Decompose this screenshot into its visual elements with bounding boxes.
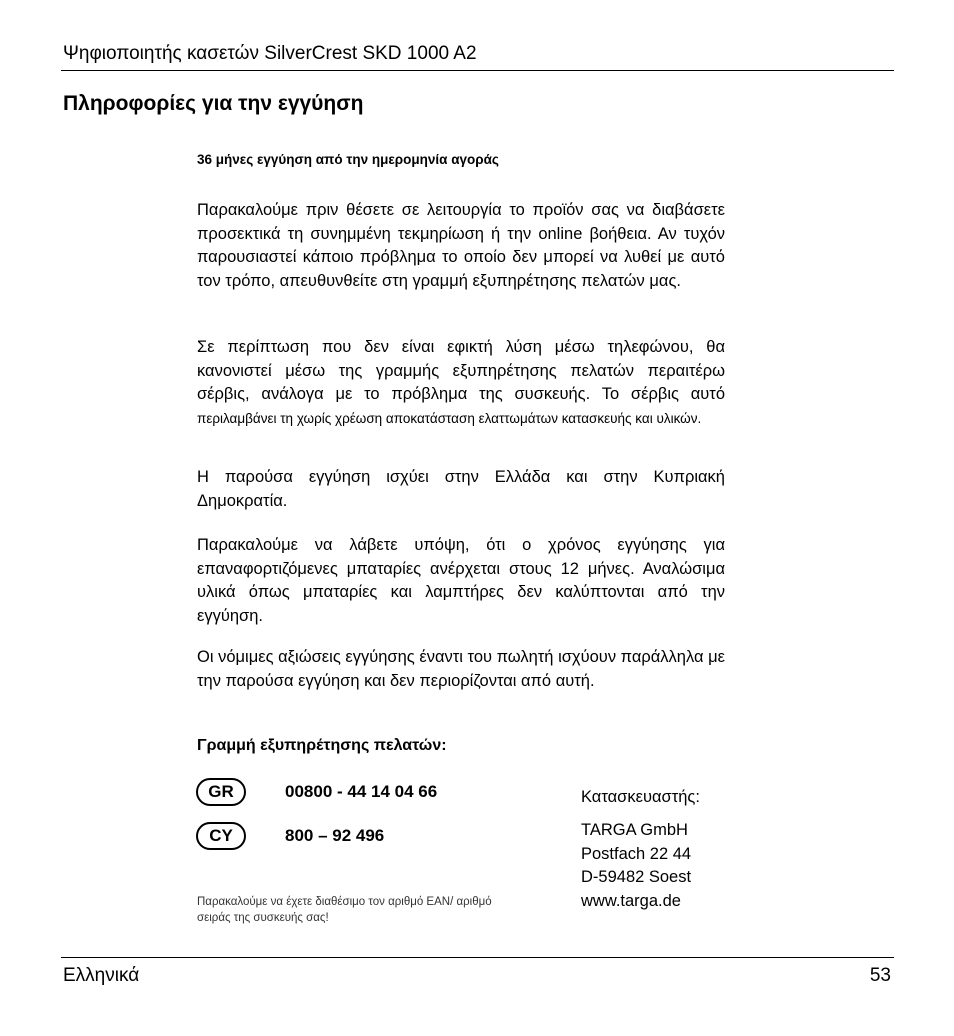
- warranty-period-subtitle: 36 μήνες εγγύηση από την ημερομηνία αγοράς: [197, 152, 499, 167]
- header-rule: [61, 70, 894, 71]
- country-badge-gr: GR: [196, 778, 246, 806]
- paragraph-validity: Η παρούσα εγγύηση ισχύει στην Ελλάδα και στην Κυπριακή Δημοκρατία.: [197, 468, 725, 510]
- manufacturer-name: TARGA GmbH: [581, 821, 688, 839]
- phone-number-cy: 800 – 92 496: [285, 826, 385, 845]
- footer-rule: [61, 957, 894, 958]
- paragraph-service: [197, 336, 725, 430]
- ean-note: Παρακαλούμε να έχετε διαθέσιμο τον αριθμό EAN/ αριθμό σειράς της συσκευής σας!: [197, 896, 492, 924]
- paragraph-legal-claims: Οι νόμιμες αξιώσεις εγγύησης έναντι του πωλητή ισχύουν παράλληλα με την παρούσα εγγύηση και δεν περιορίζονται από αυτή.: [197, 648, 725, 690]
- manufacturer-postfach: Postfach 22 44: [581, 844, 692, 863]
- page-header-title: Ψηφιοποιητής κασετών SilverCrest SKD 1000 A2: [63, 43, 477, 64]
- paragraph-batteries: Παρακαλούμε να λάβετε υπόψη, ότι ο χρόνος εγγύησης για επαναφορτιζόμενες μπαταρίες ανέρχεται στους 12 μήνες. Αναλώσιμα υλικά όπως μπαταρίες και λαμπτήρες δεν καλύπτονται από την εγγύηση.: [197, 536, 725, 625]
- manufacturer-address: [581, 819, 691, 913]
- phone-number-gr: 00800 - 44 14 04 66: [285, 782, 438, 801]
- section-heading: Πληροφορίες για την εγγύηση: [63, 92, 364, 115]
- country-badge-cy: CY: [196, 822, 246, 850]
- paragraph-read-docs: Παρακαλούμε πριν θέσετε σε λειτουργία το προϊόν σας να διαβάσετε προσεκτικά τη συνημμένη τεκμηρίωση ή την online βοήθεια. Αν τυχόν παρουσιαστεί κάποιο πρόβλημα το οποίο δεν μπορεί να λυθεί με αυτό τον τρόπο, απευθυνθείτε στη γραμμή εξυπηρέτησης πελατών μας.: [197, 201, 725, 290]
- footer-language: Ελληνικά: [63, 965, 140, 986]
- paragraph-service-small: περιλαμβάνει τη χωρίς χρέωση αποκατάσταση ελαττωμάτων κατασκευής και υλικών.: [197, 410, 702, 426]
- manufacturer-label: Κατασκευαστής:: [581, 788, 700, 806]
- page-number: 53: [869, 965, 891, 986]
- paragraph-service-main: Σε περίπτωση που δεν είναι εφικτή λύση μέσω τηλεφώνου, θα κανονιστεί μέσω της γραμμής εξυπηρέτησης πελατών περαιτέρω σέρβις, ανάλογα με το πρόβλημα της συσκευής. Το σέρβις αυτό: [197, 338, 725, 403]
- manufacturer-city: D-59482 Soest: [581, 868, 692, 886]
- manufacturer-website: www.targa.de: [581, 891, 681, 910]
- hotline-label: Γραμμή εξυπηρέτησης πελατών:: [197, 737, 447, 754]
